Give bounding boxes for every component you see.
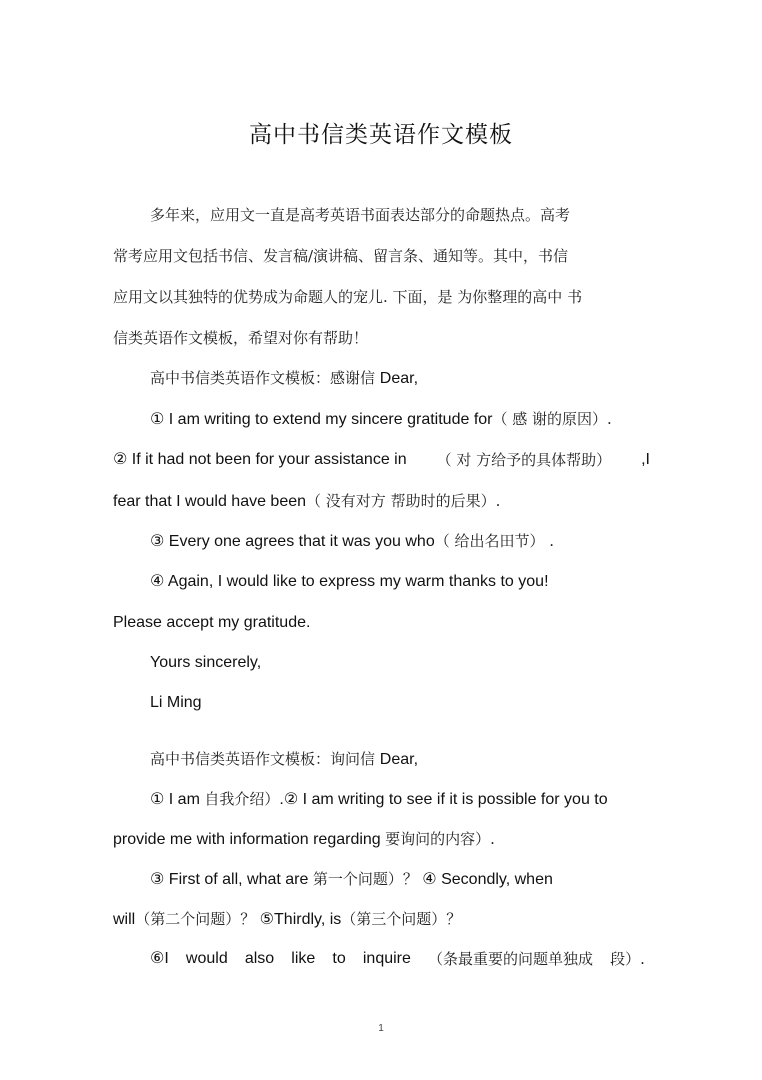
intro-line-1: 多年来，应用文一直是高考英语书面表达部分的命题热点。高考: [150, 206, 571, 224]
s2l3-cn: 第一个问题）？: [312, 870, 418, 888]
section2-heading-en: Dear,: [379, 751, 419, 768]
s2l4-cn: （第二个问题）？: [135, 910, 256, 928]
s2l1-a: ① I am: [150, 791, 205, 808]
section1-heading-en: Dear,: [379, 370, 419, 387]
intro-line-4: 信类英语作文模板，希望对你有帮助！: [113, 329, 369, 347]
s2b-cn: （ 没有对方 帮助时的后果）.: [306, 492, 501, 510]
section1-sentence-4: ④ Again, I would like to express my warm thanks to you!: [150, 573, 549, 590]
s2l5-word: also: [244, 950, 275, 967]
section2-line-4: [113, 908, 461, 931]
section1-closing: Yours sincerely,: [150, 654, 262, 671]
section1-sentence-3: [150, 530, 554, 553]
s1-cn: （ 感 谢的原因）.: [492, 410, 612, 428]
section2-line-2: [113, 828, 495, 851]
section2-line-3: [150, 868, 553, 891]
section1-heading-cn: 高中书信类英语作文模板：感谢信: [150, 369, 380, 387]
s2a-cn: （ 对 方给予的具体帮助）: [436, 451, 612, 469]
page-title: 高中书信类英语作文模板: [249, 122, 513, 148]
s2l2-cn: 要询问的内容）.: [385, 830, 495, 848]
section2-line-5: [150, 948, 645, 970]
s2l3-en2: ④ Secondly, when: [417, 871, 553, 888]
s2a-tail: ,I: [641, 451, 650, 468]
page-number: 1: [378, 1023, 384, 1034]
s2l5-word: would: [185, 950, 228, 967]
section2-line-1: [150, 788, 608, 811]
s2l5-word: like: [291, 950, 316, 967]
s2l5-word: （条最重要的问题单独成: [428, 950, 594, 968]
section1-signature: Li Ming: [150, 694, 202, 711]
intro-line-2: 常考应用文包括书信、发言稿/演讲稿、留言条、通知等。其中，书信: [113, 247, 569, 265]
s1-en: ① I am writing to extend my sincere gratitude for: [150, 411, 493, 428]
s2l5-word: inquire: [362, 950, 411, 967]
s2l4-en: will: [113, 911, 136, 928]
s2a-en: ② If it had not been for your assistance in: [113, 451, 407, 468]
s2b-en: fear that I would have been: [113, 493, 307, 510]
s3-cn: （ 给出名田节） .: [434, 532, 555, 550]
s2l2-en: provide me with information regarding: [113, 831, 386, 848]
s2l5-word: ⑥I: [150, 950, 169, 967]
intro-line-3: 应用文以其独特的优势成为命题人的宠儿. 下面，是 为你整理的高中 书: [113, 288, 583, 306]
section2-heading: [150, 748, 418, 771]
s2l1-cn: 自我介绍）: [204, 790, 280, 808]
section1-sentence-2b: [113, 490, 500, 513]
s2l4-en2: ⑤Thirdly, is: [255, 911, 342, 928]
s2l3-en: ③ First of all, what are: [150, 871, 313, 888]
section1-sentence-2a: [113, 449, 650, 471]
s2l5-word: 段）.: [610, 950, 645, 968]
section1-sentence-1: [150, 408, 612, 431]
s2l1-b: .② I am writing to see if it is possible for you to: [279, 791, 608, 808]
s3-en: ③ Every one agrees that it was you who: [150, 533, 435, 550]
s2l5-word: to: [332, 950, 346, 967]
section1-heading: [150, 367, 418, 390]
s2l4-cn2: （第三个问题）？: [341, 910, 462, 928]
section1-accept: Please accept my gratitude.: [113, 614, 311, 631]
section2-heading-cn: 高中书信类英语作文模板：询问信: [150, 750, 380, 768]
